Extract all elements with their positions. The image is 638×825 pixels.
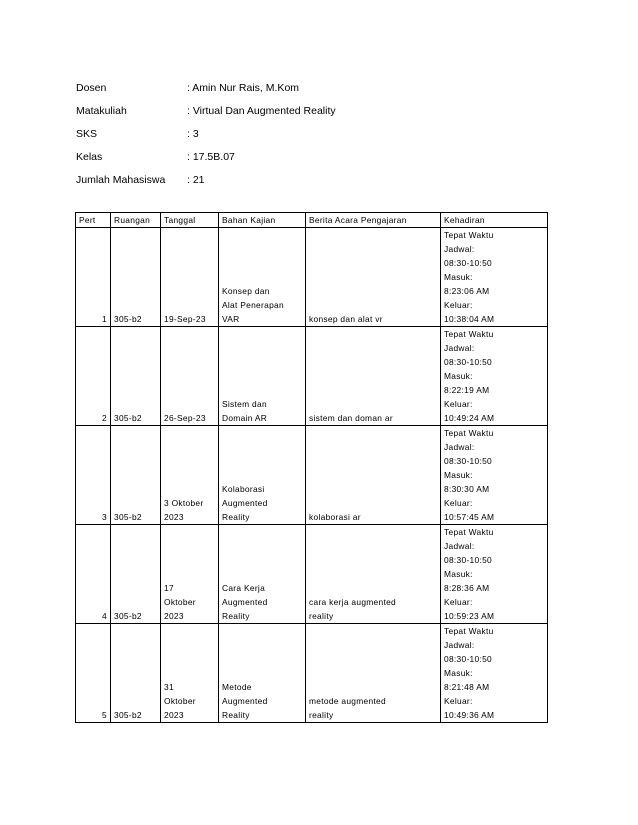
cell-kehadiran-line: 08:30-10:50 [444,456,493,466]
cell-ruangan: 305-b2 [111,624,161,723]
table-row [76,624,548,723]
cell-kehadiran [441,525,548,624]
cell-ruangan: 305-b2 [111,228,161,327]
cell-tanggal-line: 17 [164,583,174,593]
cell-pert: 1 [76,228,111,327]
schedule-table [75,212,548,723]
cell-tanggal-line: 2023 [164,512,184,522]
cell-berita-acara [306,426,441,525]
cell-tanggal-line: 3 Oktober [164,498,204,508]
cell-kehadiran-line: Jadwal: [444,343,475,353]
cell-ruangan: 305-b2 [111,525,161,624]
cell-kehadiran-line: 10:59:23 AM [444,611,495,621]
cell-tanggal-line: 26-Sep-23 [164,413,206,423]
cell-bahan-kajian-line: Sistem dan [222,399,267,409]
cell-kehadiran [441,228,548,327]
header-tanggal: Tanggal [161,213,219,228]
cell-kehadiran-line: Keluar: [444,597,473,607]
cell-berita-acara [306,624,441,723]
cell-pert: 3 [76,426,111,525]
cell-bahan-kajian [219,228,306,327]
cell-bahan-kajian-line: Reality [222,512,250,522]
info-label: SKS [76,127,98,140]
cell-kehadiran-line: 08:30-10:50 [444,258,493,268]
course-info [76,76,336,191]
cell-pert: 4 [76,525,111,624]
info-label: Kelas [76,150,103,163]
info-value: : Amin Nur Rais, M.Kom [187,81,300,94]
header-bahan-kajian: Bahan Kajian [219,213,306,228]
cell-kehadiran-line: 8:30:30 AM [444,484,490,494]
cell-kehadiran-line: 10:57:45 AM [444,512,495,522]
cell-kehadiran-line: Jadwal: [444,442,475,452]
cell-kehadiran-line: Masuk: [444,272,473,282]
cell-kehadiran-line: 10:49:36 AM [444,710,495,720]
header-pert: Pert [76,213,111,228]
cell-tanggal-line: 2023 [164,710,184,720]
cell-kehadiran-line: Tepat Waktu [444,527,494,537]
cell-bahan-kajian-line: Augmented [222,597,268,607]
cell-tanggal [161,426,219,525]
table-row [76,228,548,327]
cell-tanggal-line: 31 [164,682,174,692]
info-value: : Virtual Dan Augmented Reality [187,104,336,117]
cell-kehadiran-line: Tepat Waktu [444,230,494,240]
cell-bahan-kajian [219,525,306,624]
cell-pert: 2 [76,327,111,426]
cell-kehadiran-line: Masuk: [444,470,473,480]
cell-berita-acara-line: cara kerja augmented [309,597,397,607]
cell-bahan-kajian-line: Reality [222,710,250,720]
cell-kehadiran-line: Tepat Waktu [444,428,494,438]
cell-bahan-kajian-line: Alat Penerapan [222,300,284,310]
cell-kehadiran-line: 8:21:48 AM [444,682,490,692]
cell-bahan-kajian-line: Cara Kerja [222,583,266,593]
cell-berita-acara [306,228,441,327]
info-label: Dosen [76,81,107,94]
table-row [76,525,548,624]
cell-kehadiran [441,426,548,525]
cell-bahan-kajian [219,426,306,525]
cell-kehadiran-line: 10:38:04 AM [444,314,495,324]
cell-tanggal-line: Oktober [164,696,196,706]
info-row-kelas [76,145,336,168]
table-header-row [76,213,548,228]
cell-pert: 5 [76,624,111,723]
cell-tanggal [161,228,219,327]
cell-ruangan: 305-b2 [111,426,161,525]
cell-kehadiran-line: 08:30-10:50 [444,654,493,664]
cell-ruangan: 305-b2 [111,327,161,426]
cell-kehadiran-line: Masuk: [444,569,473,579]
info-value: : 3 [187,127,199,140]
cell-tanggal [161,525,219,624]
info-row-dosen [76,76,336,99]
cell-tanggal-line: 2023 [164,611,184,621]
cell-tanggal [161,624,219,723]
info-row-jumlah-mahasiswa [76,168,336,191]
cell-bahan-kajian-line: Reality [222,611,250,621]
header-berita-acara: Berita Acara Pengajaran [306,213,441,228]
cell-kehadiran-line: Jadwal: [444,541,475,551]
cell-berita-acara-line: sistem dan doman ar [309,413,393,423]
cell-kehadiran-line: 08:30-10:50 [444,555,493,565]
cell-kehadiran-line: 10:49:24 AM [444,413,495,423]
table-row [76,327,548,426]
info-value: : 21 [187,173,205,186]
cell-tanggal [161,327,219,426]
cell-tanggal-line: Oktober [164,597,196,607]
cell-bahan-kajian-line: Augmented [222,498,268,508]
cell-kehadiran-line: Jadwal: [444,640,475,650]
cell-kehadiran-line: Tepat Waktu [444,626,494,636]
info-row-sks [76,122,336,145]
cell-kehadiran-line: Masuk: [444,668,473,678]
cell-kehadiran-line: Keluar: [444,399,473,409]
cell-bahan-kajian-line: Metode [222,682,252,692]
cell-tanggal-line: 19-Sep-23 [164,314,206,324]
cell-bahan-kajian-line: Augmented [222,696,268,706]
cell-kehadiran-line: 8:23:06 AM [444,286,490,296]
cell-kehadiran-line: Keluar: [444,300,473,310]
info-label: Jumlah Mahasiswa [76,173,166,186]
cell-kehadiran-line: 8:22:19 AM [444,385,490,395]
cell-kehadiran [441,327,548,426]
cell-bahan-kajian-line: VAR [222,314,240,324]
cell-berita-acara [306,525,441,624]
cell-kehadiran-line: Tepat Waktu [444,329,494,339]
cell-berita-acara-line: kolaborasi ar [309,512,361,522]
cell-berita-acara-line: reality [309,710,334,720]
cell-bahan-kajian-line: Konsep dan [222,286,270,296]
cell-kehadiran [441,624,548,723]
cell-kehadiran-line: Keluar: [444,498,473,508]
cell-bahan-kajian-line: Kolaborasi [222,484,265,494]
cell-kehadiran-line: 8:28:36 AM [444,583,490,593]
info-row-matakuliah [76,99,336,122]
info-value: : 17.5B.07 [187,150,235,163]
cell-berita-acara [306,327,441,426]
cell-bahan-kajian [219,327,306,426]
cell-berita-acara-line: reality [309,611,334,621]
header-kehadiran: Kehadiran [441,213,548,228]
cell-kehadiran-line: 08:30-10:50 [444,357,493,367]
table-body [76,228,548,723]
info-label: Matakuliah [76,104,127,117]
table-row [76,426,548,525]
cell-kehadiran-line: Jadwal: [444,244,475,254]
cell-berita-acara-line: konsep dan alat vr [309,314,383,324]
cell-bahan-kajian-line: Domain AR [222,413,268,423]
cell-berita-acara-line: metode augmented [309,696,386,706]
cell-kehadiran-line: Keluar: [444,696,473,706]
cell-bahan-kajian [219,624,306,723]
cell-kehadiran-line: Masuk: [444,371,473,381]
header-ruangan: Ruangan [111,213,161,228]
